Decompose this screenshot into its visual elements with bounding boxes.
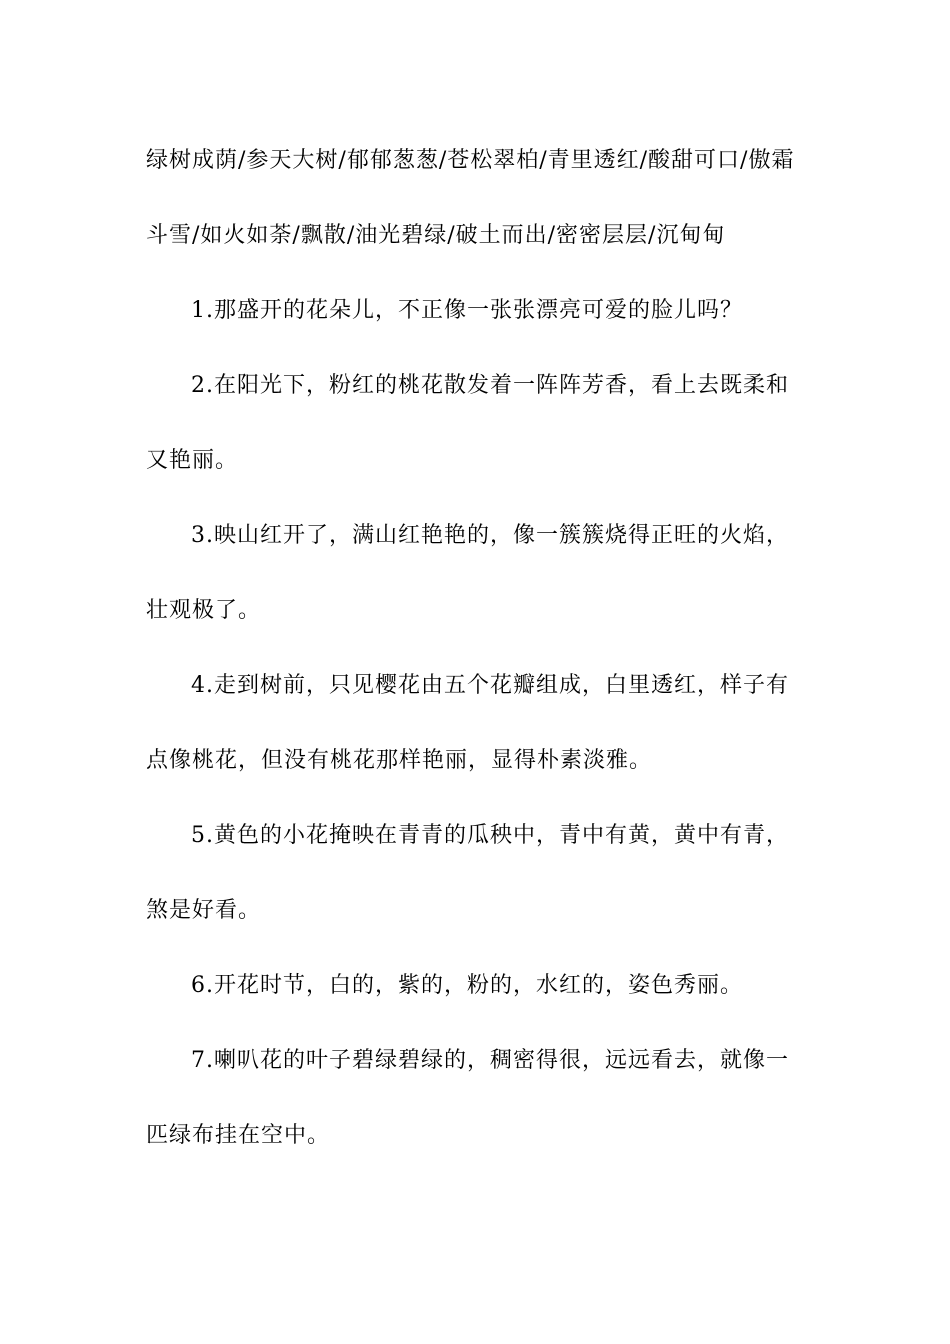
sentence-5: 5.黄色的小花掩映在青青的瓜秧中，青中有黄，黄中有青，煞是好看。 [146,823,789,923]
sentence-4: 4.走到树前，只见樱花由五个花瓣组成，白里透红，样子有点像桃花，但没有桃花那样艳丽，显得朴素淡雅。 [146,673,789,773]
word-list-paragraph: 绿树成荫/参天大树/郁郁葱葱/苍松翠柏/青里透红/酸甜可口/傲霜斗雪/如火如荼/飘散/油光碧绿/破土而出/密密层层/沉甸甸 [146,148,795,248]
sentence-1: 1.那盛开的花朵儿，不正像一张张漂亮可爱的脸儿吗？ [191,298,743,323]
document-body [146,123,806,1173]
sentence-7: 7.喇叭花的叶子碧绿碧绿的，稠密得很，远远看去，就像一匹绿布挂在空中。 [146,1048,789,1148]
sentence-6: 6.开花时节，白的，紫的，粉的，水红的，姿色秀丽。 [191,973,743,998]
sentence-2: 2.在阳光下，粉红的桃花散发着一阵阵芳香，看上去既柔和又艳丽。 [146,373,789,473]
sentence-3: 3.映山红开了，满山红艳艳的，像一簇簇烧得正旺的火焰，壮观极了。 [146,523,789,623]
